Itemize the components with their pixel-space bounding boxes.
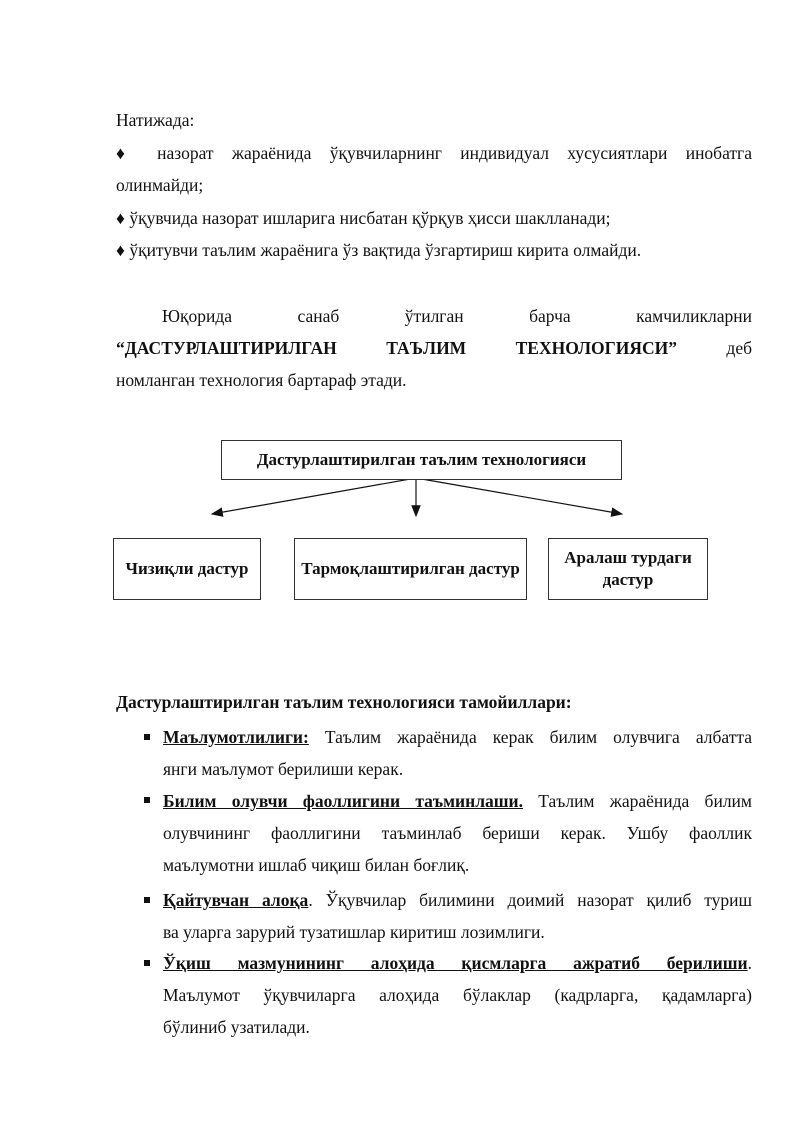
principle-text-3a: . Ўқувчилар билимини доимий назорат қилиб туриш	[308, 890, 752, 910]
principles-heading: Дастурлаштирилган таълим технологияси тамойиллари:	[116, 692, 572, 712]
principle-term-3: Қайтувчан алоқа	[163, 890, 309, 910]
principle-text-1b: янги маълумот берилиши керак.	[163, 759, 404, 779]
principle-text-3b: ва уларга зарурий тузатишлар киритиш лозимлиги.	[163, 922, 545, 942]
arrow-to-mixed	[416, 478, 622, 514]
intro-bullet-1-line-2: олинмайди;	[116, 175, 204, 195]
diamond-bullet-icon: ♦	[116, 143, 139, 163]
diagram-child-mixed: Аралаш турдаги дастур	[548, 538, 708, 600]
principle-text-4c: бўлиниб узатилади.	[163, 1017, 310, 1037]
principle-text-2c: маълумотни ишлаб чиқиш билан боғлиқ.	[163, 855, 470, 875]
principle-text-4b: Маълумот ўқувчиларга алоҳида бўлаклар (кадрларга, қадамларга)	[163, 985, 752, 1005]
arrow-to-linear	[212, 478, 416, 514]
intro-bullet-3-text: ўқитувчи таълим жараёнига ўз вақтида ўзгартириш кирита олмайди.	[129, 240, 642, 260]
principle-term-4: Ўқиш мазмунининг алоҳида қисмларга ажратиб берилиши	[163, 953, 748, 973]
intro-heading: Натижада:	[116, 110, 195, 130]
principle-term-1: Маълумотлилиги:	[163, 727, 309, 747]
principle-text-4a: .	[747, 953, 752, 973]
para-line-3: номланган технология бартараф этади.	[116, 370, 407, 390]
para-bold-title: “ДАСТУРЛАШТИРИЛГАН ТАЪЛИМ ТЕХНОЛОГИЯСИ”	[116, 338, 677, 358]
diamond-bullet-icon: ♦	[116, 208, 125, 228]
principle-text-1a: Таълим жараёнида керак билим олувчига албатта	[324, 727, 753, 747]
intro-bullet-2-text: ўқувчида назорат ишларига нисбатан қўрқув ҳисси шаклланади;	[129, 208, 611, 228]
principle-text-2a: Таълим жараёнида билим	[538, 791, 752, 811]
intro-bullet-1-text: назорат жараёнида ўқувчиларнинг индивидуал хусусиятлари инобатга	[157, 143, 752, 163]
diamond-bullet-icon: ♦	[116, 240, 125, 260]
diagram-child-branched: Тармоқлаштирилган дастур	[294, 538, 527, 600]
para-line-2-tail: деб	[726, 338, 752, 358]
diagram-child-linear: Чизиқли дастур	[113, 538, 261, 600]
diagram-root-box: Дастурлаштирилган таълим технологияси	[221, 440, 622, 480]
para-line-1: Юқорида санаб ўтилган барча камчиликларни	[162, 306, 752, 326]
principle-text-2b: олувчининг фаоллигини таъминлаб бериши керак. Ушбу фаоллик	[163, 823, 752, 843]
principle-term-2: Билим олувчи фаоллигини таъминлаши.	[163, 791, 523, 811]
